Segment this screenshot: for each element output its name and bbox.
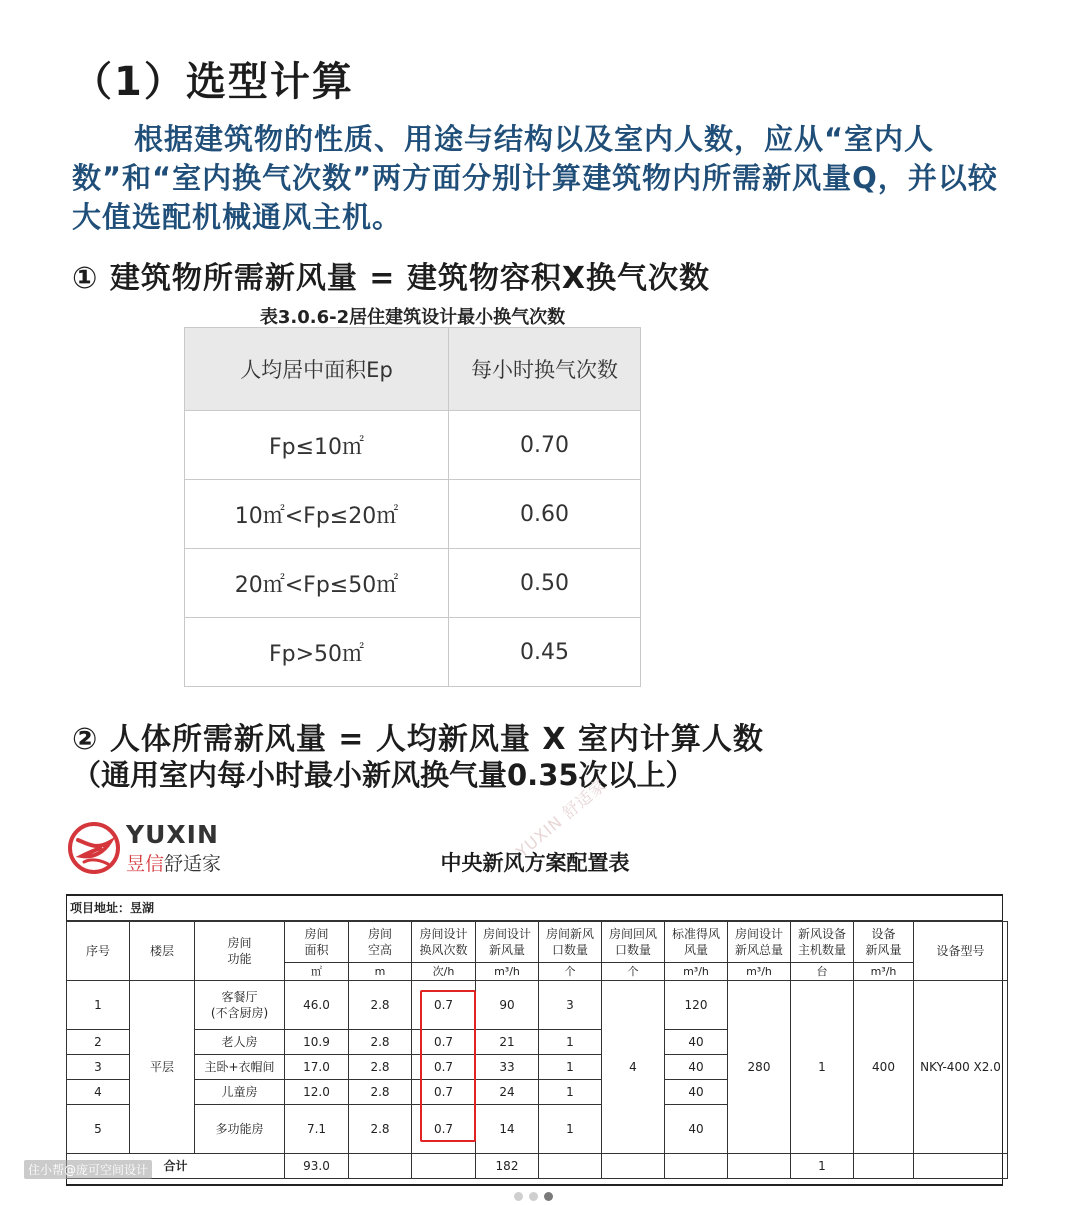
outlet-count: 1 [539, 1030, 602, 1055]
unit-cell: m³/h [665, 963, 728, 981]
room-height: 2.8 [349, 1105, 412, 1154]
total-fresh-air: 280 [728, 981, 791, 1154]
footer-watermark: 住小帮@庞可空间设计 [24, 1160, 152, 1179]
air-change-rate: 0.7 [412, 1055, 476, 1080]
row-number: 3 [67, 1055, 130, 1080]
fresh-air-volume: 33 [476, 1055, 539, 1080]
empty-cell [854, 1154, 914, 1179]
unit-cell: m³/h [854, 963, 914, 981]
air-change-rate: 0.7 [412, 1030, 476, 1055]
col-header: 房间回风 口数量 [602, 922, 665, 963]
empty-cell [539, 1154, 602, 1179]
fresh-air-volume: 24 [476, 1080, 539, 1105]
standard-air-volume: 40 [665, 1080, 728, 1105]
table-row [185, 411, 641, 480]
room-height: 2.8 [349, 1055, 412, 1080]
intro-paragraph: 根据建筑物的性质、用途与结构以及室内人数，应从“室内人数”和“室内换气次数”两方面分别计算建筑物内所需新风量Q，并以较大值选配机械通风主机。 [72, 122, 998, 234]
logo-mark-icon [66, 820, 122, 876]
fresh-air-volume: 21 [476, 1030, 539, 1055]
unit-cell: m³/h [476, 963, 539, 981]
carousel-indicator[interactable] [514, 1186, 559, 1205]
row-number: 5 [67, 1105, 130, 1154]
outlet-count: 3 [539, 981, 602, 1030]
table-row [185, 618, 641, 687]
empty-cell [602, 1154, 665, 1179]
air-change-value: 0.50 [449, 549, 641, 618]
formula-human-fresh-air: ② 人体所需新风量 = 人均新风量 X 室内计算人数 [72, 722, 764, 757]
empty-cell [728, 1154, 791, 1179]
table-row [67, 981, 1008, 1030]
unit-air-volume: 400 [854, 981, 914, 1154]
air-change-value: 0.60 [449, 480, 641, 549]
formula-building-fresh-air: ① 建筑物所需新风量 = 建筑物容积X换气次数 [72, 261, 710, 296]
empty-cell [412, 1154, 476, 1179]
room-area: 12.0 [285, 1080, 349, 1105]
air-change-rate: 0.7 [412, 1105, 476, 1154]
col-header: 序号 [67, 922, 130, 981]
empty-cell [349, 1154, 412, 1179]
unit-cell: 个 [602, 963, 665, 981]
total-fresh-air-volume: 182 [476, 1154, 539, 1179]
fresh-air-volume: 90 [476, 981, 539, 1030]
area-range: 20㎡<Fp≤50㎡ [185, 549, 449, 618]
fresh-air-volume: 14 [476, 1105, 539, 1154]
room-height: 2.8 [349, 1080, 412, 1105]
unit-cell: m³/h [728, 963, 791, 981]
highlight-box [420, 990, 476, 1142]
col-header: 房间 面积 [285, 922, 349, 963]
carousel-dot[interactable] [514, 1192, 523, 1201]
return-outlet-count: 4 [602, 981, 665, 1154]
room-height: 2.8 [349, 1030, 412, 1055]
col-header: 房间设计 换风次数 [412, 922, 476, 963]
air-change-rate: 0.7 [412, 981, 476, 1030]
room-function: 主卧+衣帽间 [195, 1055, 285, 1080]
room-area: 7.1 [285, 1105, 349, 1154]
col-header: 房间 空高 [349, 922, 412, 963]
unit-cell: ㎡ [285, 963, 349, 981]
col-header: 设备 新风量 [854, 922, 914, 963]
col-header: 房间设计 新风量 [476, 922, 539, 963]
logo-text-en: YUXIN [126, 820, 219, 849]
table-header-row [67, 922, 1008, 963]
area-range: Fp>50㎡ [185, 618, 449, 687]
empty-cell [914, 1154, 1008, 1179]
unit-cell: 次/h [412, 963, 476, 981]
room-height: 2.8 [349, 981, 412, 1030]
total-units: 1 [791, 1154, 854, 1179]
col-header: 新风设备 主机数量 [791, 922, 854, 963]
logo-text-cn: 昱信舒适家 [126, 853, 222, 875]
config-table [66, 894, 1003, 1186]
row-number: 1 [67, 981, 130, 1030]
total-row [67, 1154, 1008, 1179]
col-header: 标准得风 风量 [665, 922, 728, 963]
total-area: 93.0 [285, 1154, 349, 1179]
watermark: YUXIN 舒适家 [512, 775, 610, 862]
area-range: 10㎡<Fp≤20㎡ [185, 480, 449, 549]
standard-air-volume: 40 [665, 1055, 728, 1080]
table1-caption: 表3.0.6-2居住建筑设计最小换气次数 [259, 307, 566, 328]
air-change-rate: 0.7 [412, 1080, 476, 1105]
col-header: 房间新风 口数量 [539, 922, 602, 963]
carousel-dot-active[interactable] [544, 1192, 553, 1201]
yuxin-logo [66, 820, 226, 880]
row-number: 2 [67, 1030, 130, 1055]
col-header: 设备型号 [914, 922, 1008, 981]
room-area: 46.0 [285, 981, 349, 1030]
air-change-table [184, 327, 641, 687]
page-heading: （1）选型计算 [72, 59, 354, 105]
standard-air-volume: 40 [665, 1105, 728, 1154]
config-table-title: 中央新风方案配置表 [440, 851, 630, 875]
standard-air-volume: 120 [665, 981, 728, 1030]
col-header: 房间设计 新风总量 [728, 922, 791, 963]
air-change-value: 0.70 [449, 411, 641, 480]
room-function: 客餐厅 (不含厨房) [195, 981, 285, 1030]
outlet-count: 1 [539, 1105, 602, 1154]
carousel-dot[interactable] [529, 1192, 538, 1201]
table-header-row [185, 328, 641, 411]
unit-cell: 个 [539, 963, 602, 981]
room-area: 17.0 [285, 1055, 349, 1080]
outlet-count: 1 [539, 1080, 602, 1105]
header-area: 人均居中面积Ep [185, 328, 449, 411]
room-function: 儿童房 [195, 1080, 285, 1105]
floor-cell: 平层 [130, 981, 195, 1154]
unit-cell: 台 [791, 963, 854, 981]
area-range: Fp≤10㎡ [185, 411, 449, 480]
room-function: 老人房 [195, 1030, 285, 1055]
outlet-count: 1 [539, 1055, 602, 1080]
unit-count: 1 [791, 981, 854, 1154]
config-table-grid [66, 921, 1008, 1179]
project-address: 项目地址：昱湖 [67, 896, 1002, 921]
room-area: 10.9 [285, 1030, 349, 1055]
table-row [185, 480, 641, 549]
empty-cell [665, 1154, 728, 1179]
total-label: 合计 [67, 1154, 285, 1179]
col-header: 房间 功能 [195, 922, 285, 981]
table-row [185, 549, 641, 618]
col-header: 楼层 [130, 922, 195, 981]
air-change-value: 0.45 [449, 618, 641, 687]
equipment-model: NKY-400 X2.0 [914, 981, 1008, 1154]
formula-note: （通用室内每小时最小新风换气量0.35次以上） [72, 758, 695, 792]
row-number: 4 [67, 1080, 130, 1105]
header-air-changes: 每小时换气次数 [449, 328, 641, 411]
unit-cell: m [349, 963, 412, 981]
room-function: 多功能房 [195, 1105, 285, 1154]
standard-air-volume: 40 [665, 1030, 728, 1055]
